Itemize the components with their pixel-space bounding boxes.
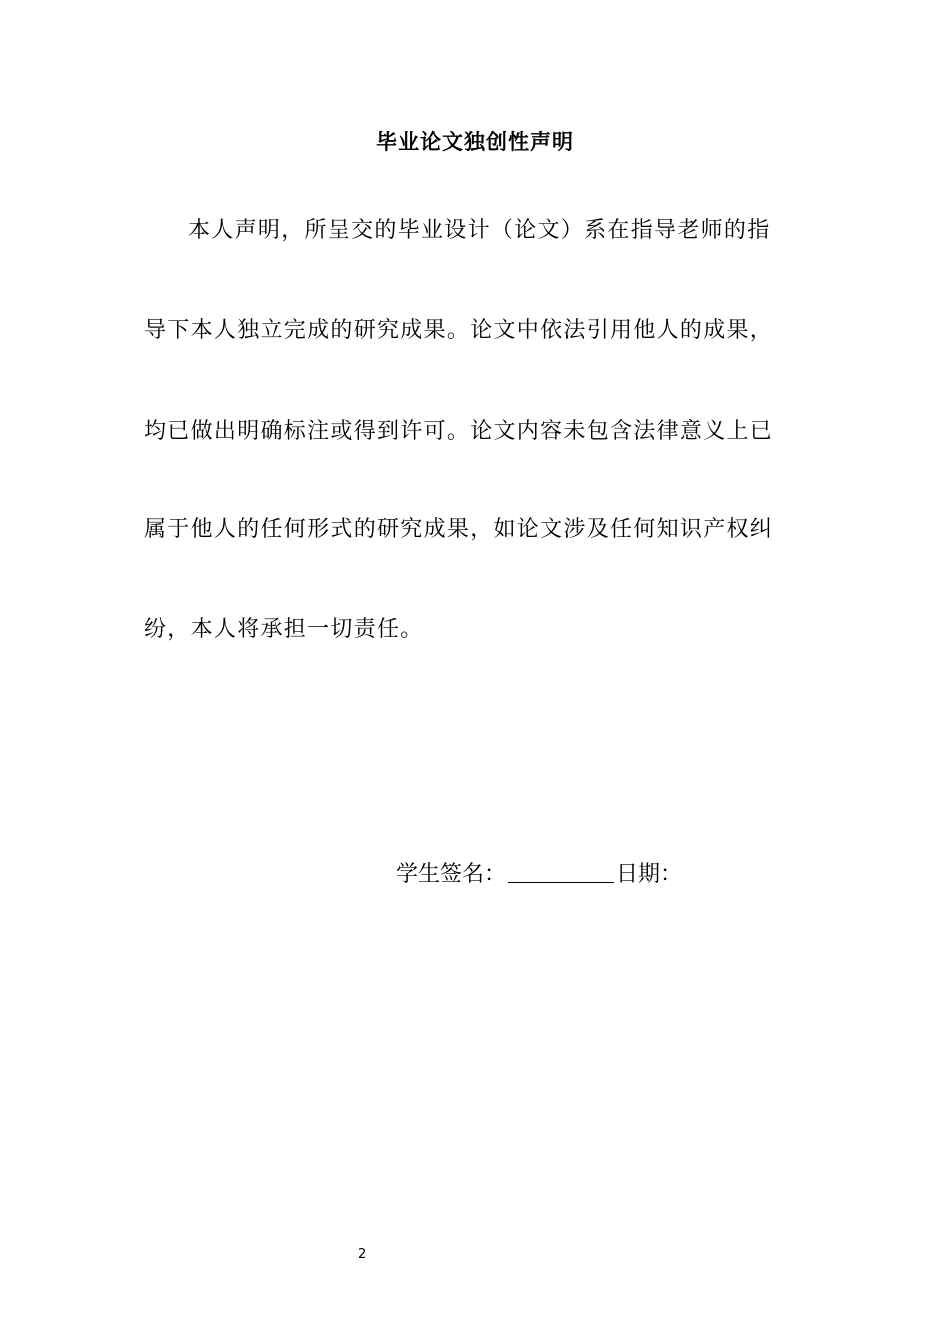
date-label: 日期：: [616, 862, 683, 887]
declaration-title: 毕业论文独创性声明: [376, 130, 574, 154]
signature-line: [396, 860, 682, 890]
paragraph-line: 导下本人独立完成的研究成果。论文中依法引用他人的成果，: [144, 318, 774, 343]
paragraph-line: 属于他人的任何形式的研究成果，如论文涉及任何知识产权纠: [144, 517, 774, 542]
student-signature-label: 学生签名：: [396, 862, 507, 887]
paragraph-line: 均已做出明确标注或得到许可。论文内容未包含法律意义上已: [144, 419, 774, 444]
signature-blank[interactable]: [508, 860, 614, 883]
paragraph-line: 纷，本人将承担一切责任。: [144, 617, 424, 642]
page-number: 2: [358, 1247, 367, 1262]
paragraph-line: 本人声明，所呈交的毕业设计（论文）系在指导老师的指: [188, 218, 771, 243]
